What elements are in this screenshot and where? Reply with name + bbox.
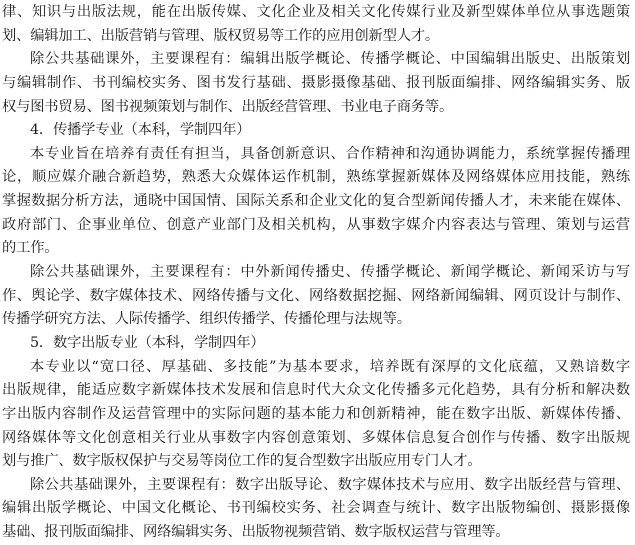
text-line: 编辑出版学概论、中国文化概论、书刊编校实务、社会调查与统计、数字出版物编创、摄影摄像 — [2, 500, 630, 517]
paragraph-communication-goal — [2, 143, 630, 261]
document-page — [2, 1, 630, 545]
paragraph-digital-publishing-goal — [2, 356, 630, 474]
text-line: 出版规律，能适应数字新媒体技术发展和信息时代大众文化传播多元化趋势，具有分析和解决数 — [2, 382, 630, 399]
paragraph-intro-continuation — [2, 1, 630, 48]
text-line: 论，顺应媒介融合新趋势，熟悉大众媒体运作机制，熟练掌握新媒体及网络媒体应用技能，熟练 — [2, 169, 630, 186]
text-line: 本专业旨在培养有责任有担当，具备创新意识、合作精神和沟通协调能力，系统掌握传播理 — [30, 145, 630, 162]
text-line: 作、舆论学、数字媒体技术、网络传播与文化、网络数据挖掘、网络新闻编辑、网页设计与制作、 — [2, 287, 630, 304]
paragraph-digital-publishing-courses — [2, 474, 630, 545]
paragraph-editing-courses — [2, 48, 630, 119]
text-line: 本专业以“宽口径、厚基础、多技能”为基本要求，培养既有深厚的文化底蕴，又熟谙数字 — [30, 358, 630, 375]
text-line: 划与推广、数字版权保护与交易等岗位工作的复合型数字出版应用专门人才。 — [2, 453, 482, 470]
section-heading-digital-publishing — [2, 332, 630, 356]
text-line: 除公共基础课外，主要课程有：中外新闻传播史、传播学概论、新闻学概论、新闻采访与写 — [30, 264, 630, 281]
text-line: 与编辑制作、书刊编校实务、图书发行基础、摄影摄像基础、报刊版面编排、网络编辑实务、版 — [2, 74, 630, 91]
text-line: 掌握数据分析方法，通晓中国国情、国际关系和企业文化的复合型新闻传播人才，未来能在媒体、 — [2, 193, 630, 210]
heading-text: 4．传播学专业（本科，学制四年） — [30, 122, 251, 139]
text-line: 基础、报刊版面编排、网络编辑实务、出版物视频营销、数字版权运营与管理等。 — [2, 524, 510, 541]
heading-text: 5．数字出版专业（本科，学制四年） — [30, 334, 265, 351]
text-line: 传播学研究方法、人际传播学、组织传播学、传播伦理与法规等。 — [2, 311, 411, 328]
text-line: 权与图书贸易、图书视频策划与制作、出版经营管理、书业电子商务等。 — [2, 98, 454, 115]
text-line: 除公共基础课外，主要课程有：编辑出版学概论、传播学概论、中国编辑出版史、出版策划 — [30, 51, 630, 68]
section-heading-communication — [2, 119, 630, 143]
text-line: 的工作。 — [2, 240, 59, 257]
text-line: 除公共基础课外，主要课程有：数字出版导论、数字媒体技术与应用、数字出版经营与管理、 — [30, 476, 630, 493]
text-line: 划、编辑加工、出版营销与管理、版权贸易等工作的应用创新型人才。 — [2, 27, 439, 44]
text-line: 字出版内容制作及运营管理中的实际问题的基本能力和创新精神，能在数字出版、新媒体传播、 — [2, 405, 630, 422]
paragraph-communication-courses — [2, 261, 630, 332]
text-line: 网络媒体等文化创意相关行业从事数字内容创意策划、多媒体信息复合创作与传播、数字出版规 — [2, 429, 630, 446]
text-line: 律、知识与出版法规，能在出版传媒、文化企业及相关文化传媒行业及新型媒体单位从事选题策 — [2, 4, 630, 20]
text-line: 政府部门、企事业单位、创意产业部门及相关机构，从事数字媒介内容表达与管理、策划与运营 — [2, 216, 630, 233]
